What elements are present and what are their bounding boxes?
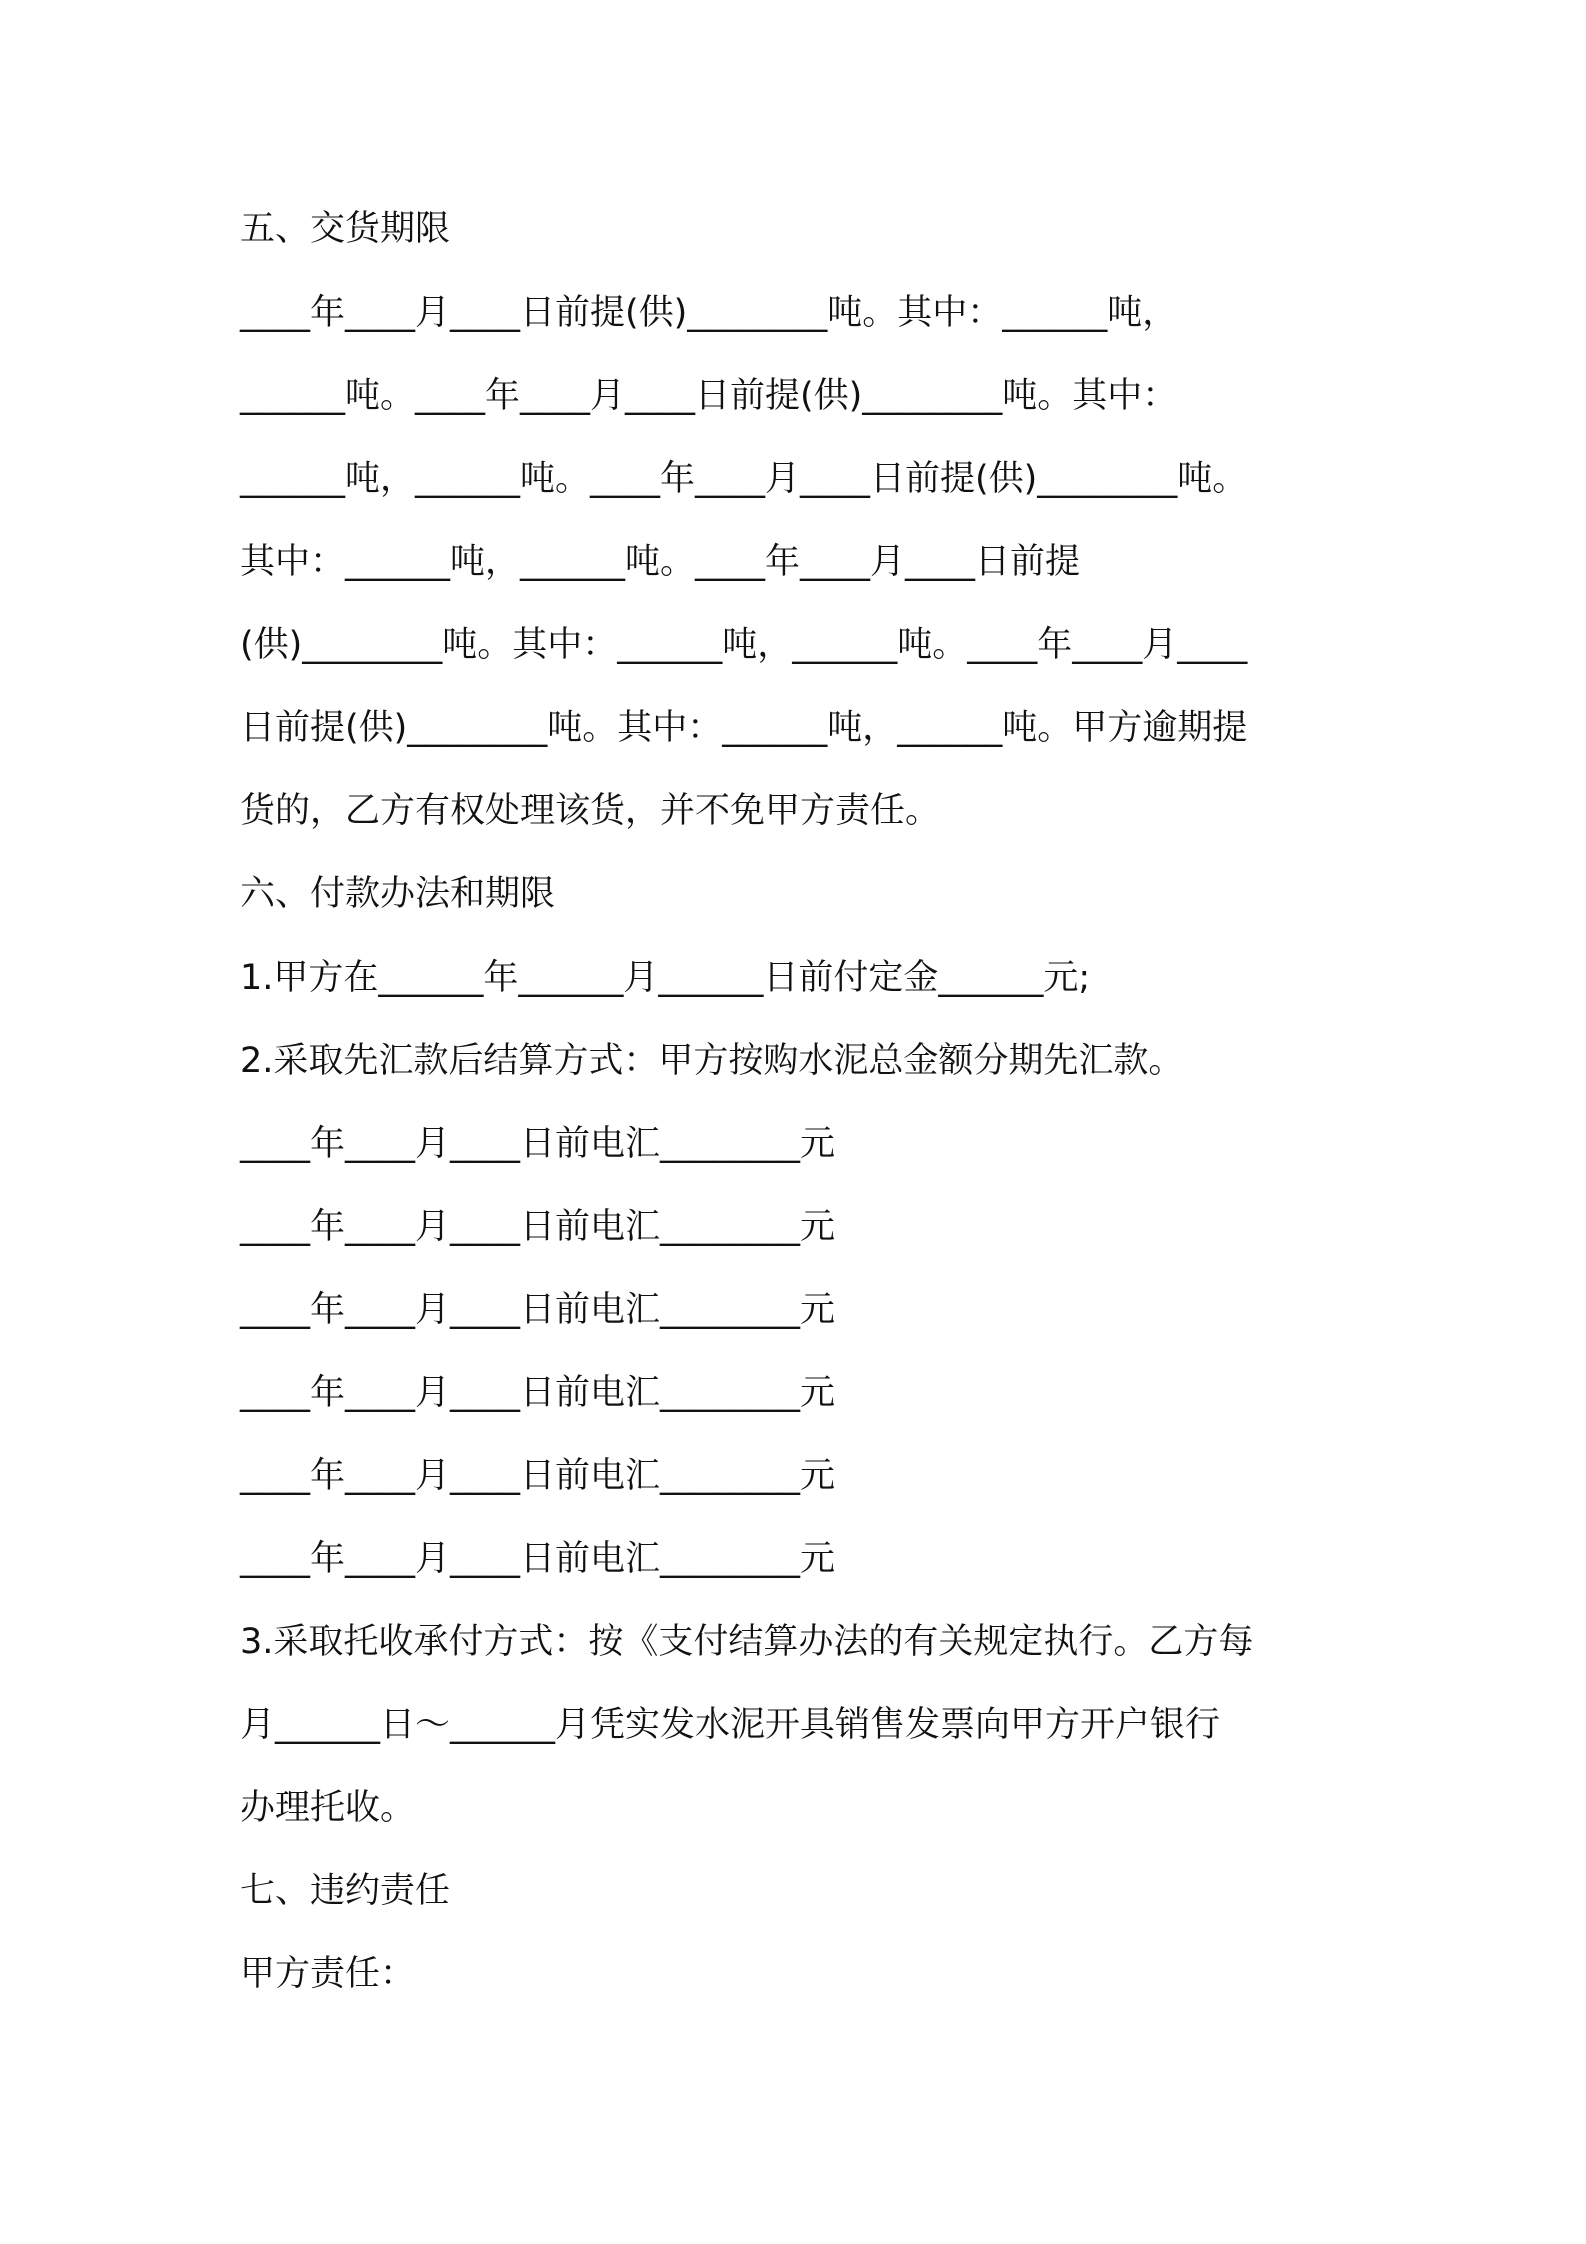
remittance-line: ____年____月____日前电汇________元 <box>240 1290 836 1330</box>
paragraph-line: ____年____月____日前提(供)________吨。其中：______吨， <box>240 293 1178 333</box>
remittance-line: ____年____月____日前电汇________元 <box>240 1207 836 1247</box>
remittance-line: ____年____月____日前电汇________元 <box>240 1373 836 1413</box>
paragraph-line: ______吨。____年____月____日前提(供)________吨。其中： <box>240 376 1178 416</box>
remittance-line: ____年____月____日前电汇________元 <box>240 1124 836 1164</box>
heading-breach-liability: 七、违约责任 <box>240 1871 451 1911</box>
paragraph-line: ______吨，______吨。____年____月____日前提(供)________吨。 <box>240 459 1248 499</box>
remittance-line: ____年____月____日前电汇________元 <box>240 1456 836 1496</box>
paragraph-line: 月______日～______月凭实发水泥开具销售发票向甲方开户银行 <box>240 1705 1221 1745</box>
payment-clause-1: 1.甲方在______年______月______日前付定金______元; <box>240 958 1091 998</box>
paragraph-line: 货的，乙方有权处理该货，并不免甲方责任。 <box>240 791 941 831</box>
paragraph-line: 日前提(供)________吨。其中：______吨，______吨。甲方逾期提 <box>240 708 1248 748</box>
payment-clause-3: 3.采取托收承付方式：按《支付结算办法的有关规定执行。乙方每 <box>240 1622 1254 1662</box>
payment-clause-2: 2.采取先汇款后结算方式：甲方按购水泥总金额分期先汇款。 <box>240 1041 1184 1081</box>
paragraph-line: 办理托收。 <box>240 1788 416 1828</box>
heading-delivery-period: 五、交货期限 <box>240 209 451 249</box>
remittance-line: ____年____月____日前电汇________元 <box>240 1539 836 1579</box>
heading-payment-method: 六、付款办法和期限 <box>240 874 556 914</box>
party-a-liability-heading: 甲方责任： <box>240 1954 416 1994</box>
paragraph-line: (供)________吨。其中：______吨，______吨。____年____月____ <box>240 625 1248 665</box>
paragraph-line: 其中：______吨，______吨。____年____月____日前提 <box>240 542 1081 582</box>
